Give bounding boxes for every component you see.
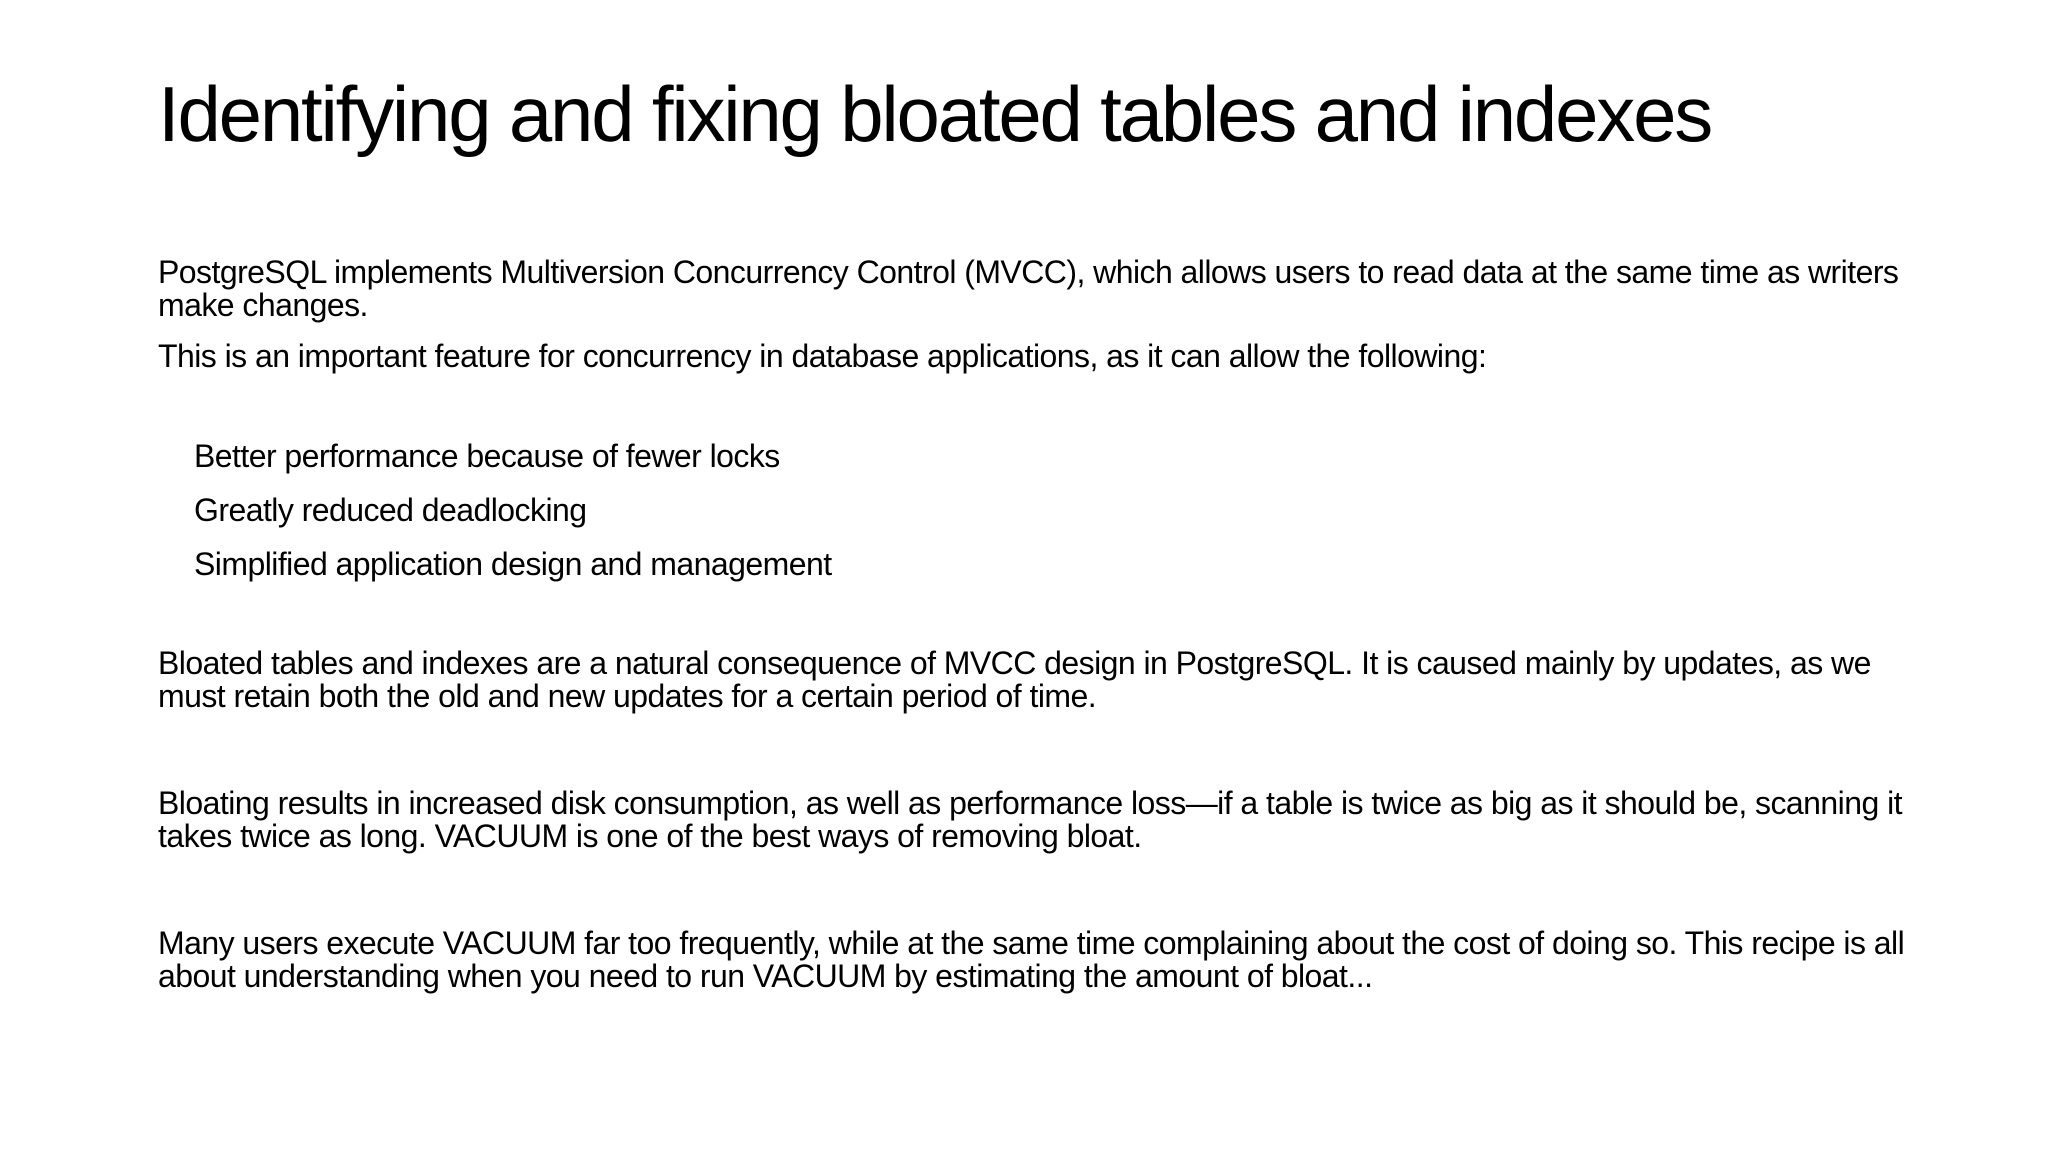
slide-body <box>158 256 1918 993</box>
list-item: Simplified application design and management <box>194 546 832 582</box>
feature-paragraph: This is an important feature for concurrency in database applications, as it can allow the following: <box>158 338 1487 374</box>
list-item: Greatly reduced deadlocking <box>194 492 587 528</box>
intro-paragraph: PostgreSQL implements Multiversion Concurrency Control (MVCC), which allows users to read data at the same time as writers make changes. <box>158 254 1899 323</box>
slide-title: Identifying and fixing bloated tables and indexes <box>158 70 1712 158</box>
bloat-effect-paragraph: Bloating results in increased disk consumption, as well as performance loss—if a table is twice as big as it should be, scanning it takes twice as long. VACUUM is one of the best ways of removing bloat. <box>158 785 1902 854</box>
vacuum-usage-paragraph: Many users execute VACUUM far too frequently, while at the same time complaining about the cost of doing so. This recipe is all about understanding when you need to run VACUUM by estimating the amount of bloat... <box>158 925 1905 994</box>
benefits-list <box>158 429 1918 591</box>
list-item: Better performance because of fewer locks <box>194 438 780 474</box>
bloat-cause-paragraph: Bloated tables and indexes are a natural consequence of MVCC design in PostgreSQL. It is caused mainly by updates, as we must retain both the old and new updates for a certain period of time. <box>158 645 1871 714</box>
